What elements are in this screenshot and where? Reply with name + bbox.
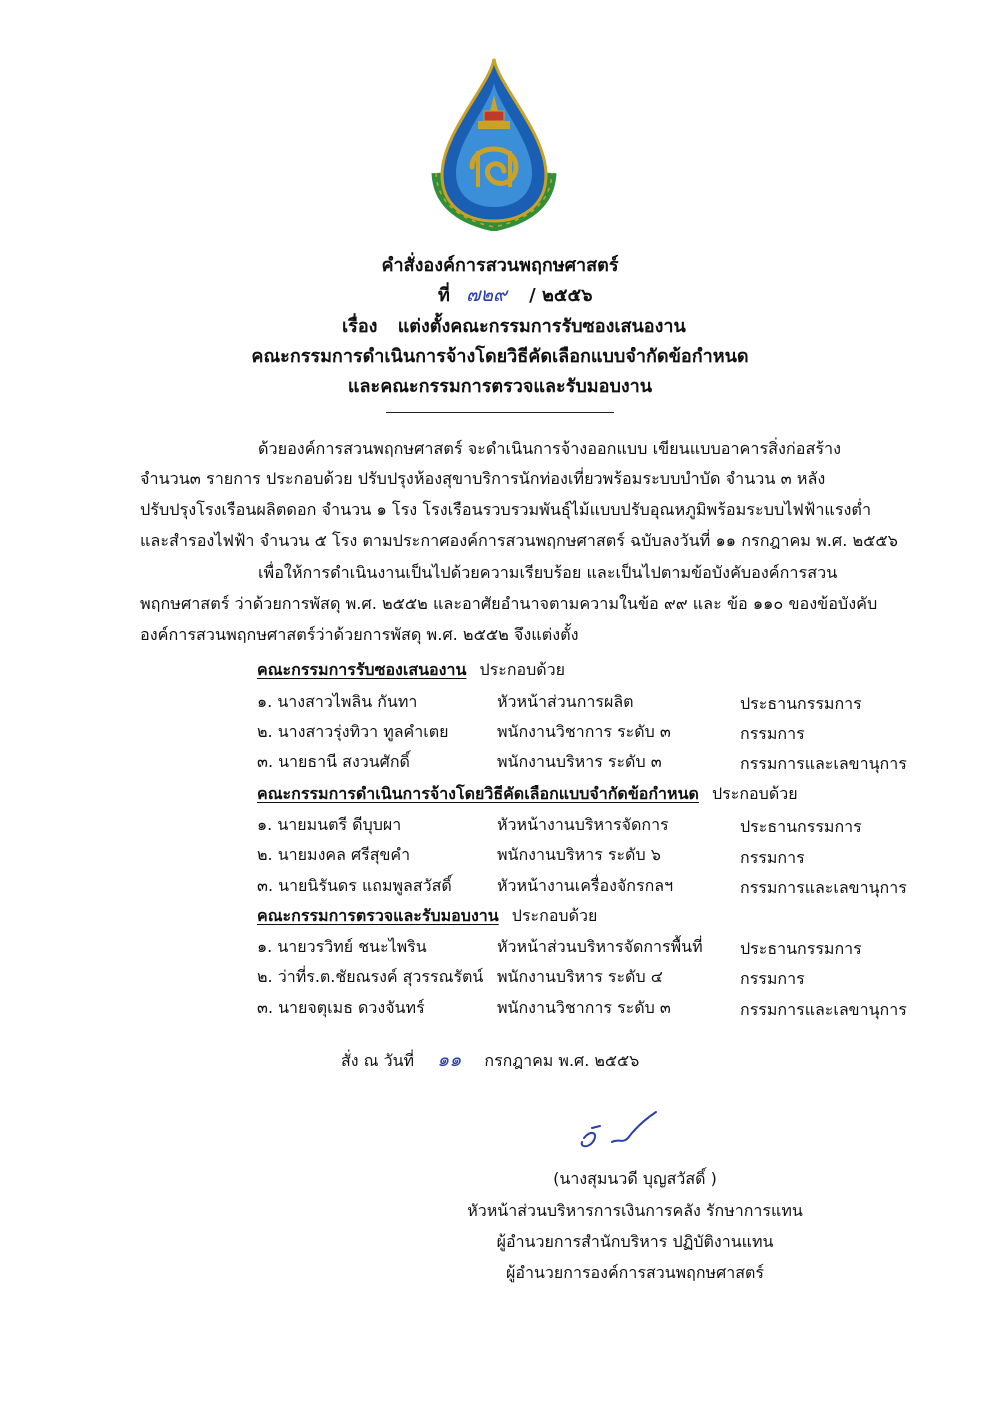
committee-suffix: ประกอบด้วย xyxy=(712,784,798,803)
order-date-day: ๑๑ xyxy=(437,1049,462,1071)
subject-line-2: คณะกรรมการดำเนินการจ้างโดยวิธีคัดเลือกแบบจำกัดข้อกำหนด xyxy=(251,346,749,367)
signer-title-2: ผู้อำนวยการสำนักบริหาร ปฏิบัติงานแทน xyxy=(496,1232,774,1251)
member-role: กรรมการและเลขานุการ xyxy=(740,754,907,773)
para2-line: องค์การสวนพฤกษศาสตร์ว่าด้วยการพัสดุ พ.ศ. ๒๕๕๒ จึงแต่งตั้ง xyxy=(140,625,579,644)
member-position: หัวหน้าส่วนบริหารจัดการพื้นที่ xyxy=(497,937,703,956)
member-role: กรรมการ xyxy=(740,724,805,743)
member-position: พนักงานวิชาการ ระดับ ๓ xyxy=(497,998,671,1017)
member-position: หัวหน้าส่วนการผลิต xyxy=(497,692,634,711)
committee-heading xyxy=(257,904,597,929)
signer-title-1: หัวหน้าส่วนบริหารการเงินการคลัง รักษาการแทน xyxy=(467,1201,803,1220)
order-number xyxy=(438,280,593,310)
member-role: ประธานกรรมการ xyxy=(740,817,862,836)
committee-title: คณะกรรมการดำเนินการจ้างโดยวิธีคัดเลือกแบบจำกัดข้อกำหนด xyxy=(257,784,699,803)
signature-mark xyxy=(572,1108,672,1158)
member-name: ๒. ว่าที่ร.ต.ชัยณรงค์ สุวรรณรัตน์ xyxy=(257,967,484,986)
order-date-prefix: สั่ง ณ วันที่ xyxy=(341,1051,415,1070)
member-name: ๑. นายมนตรี ดีบุบผา xyxy=(257,815,402,834)
subject-line-1 xyxy=(342,311,686,340)
member-role: ประธานกรรมการ xyxy=(740,694,862,713)
organization-emblem-icon xyxy=(428,55,560,231)
signer-title-3: ผู้อำนวยการองค์การสวนพฤกษศาสตร์ xyxy=(506,1263,764,1282)
member-role: ประธานกรรมการ xyxy=(740,939,862,958)
committee-heading xyxy=(257,782,798,807)
para1-line: ปรับปรุงโรงเรือนผลิตดอก จำนวน ๑ โรง โรงเรือนรวบรวมพันธุ์ไม้แบบปรับอุณหภูมิพร้อมระบบไฟฟ้าแรงต่ำ xyxy=(140,500,872,519)
para1-line: และสำรองไฟฟ้า จำนวน ๕ โรง ตามประกาศองค์การสวนพฤกษศาสตร์ ฉบับลงวันที่ ๑๑ กรกฎาคม พ.ศ. ๒๕๕๖ xyxy=(140,531,898,550)
order-number-prefix: ที่ xyxy=(438,285,450,306)
committee-title: คณะกรรมการรับซองเสนองาน xyxy=(257,660,467,679)
member-name: ๓. นายธานี สงวนศักดิ์ xyxy=(257,752,410,771)
order-number-year: / ๒๕๕๖ xyxy=(529,285,593,306)
order-number-handwritten: ๗๒๙ xyxy=(466,284,507,306)
subject-line-3: และคณะกรรมการตรวจและรับมอบงาน xyxy=(347,376,653,397)
order-date-rest: กรกฎาคม พ.ศ. ๒๕๕๖ xyxy=(484,1051,640,1070)
member-name: ๒. นางสาวรุ่งทิวา ทูลคำเตย xyxy=(257,722,449,741)
member-position: พนักงานบริหาร ระดับ ๖ xyxy=(497,845,661,864)
member-role: กรรมการ xyxy=(740,969,805,988)
member-position: พนักงานบริหาร ระดับ ๓ xyxy=(497,752,662,771)
para1-line: จำนวน๓ รายการ ประกอบด้วย ปรับปรุงห้องสุขาบริการนักท่องเที่ยวพร้อมระบบบำบัด จำนวน ๓ หลัง xyxy=(140,469,826,488)
committee-heading xyxy=(257,658,565,683)
member-role: กรรมการ xyxy=(740,848,805,867)
order-title: คำสั่งองค์การสวนพฤกษศาสตร์ xyxy=(381,255,619,276)
signer-name: (นางสุมนวดี บุญสวัสดิ์ ) xyxy=(553,1169,717,1188)
member-name: ๓. นายนิรันดร แถมพูลสวัสดิ์ xyxy=(257,876,452,895)
member-position: หัวหน้างานเครื่องจักรกลฯ xyxy=(497,876,674,895)
subject-text-1: แต่งตั้งคณะกรรมการรับซองเสนองาน xyxy=(397,316,686,337)
para1-line: ด้วยองค์การสวนพฤกษศาสตร์ จะดำเนินการจ้างออกแบบ เขียนแบบอาคารสิ่งก่อสร้าง xyxy=(258,439,842,458)
para2-line: พฤกษศาสตร์ ว่าด้วยการพัสดุ พ.ศ. ๒๕๕๒ และอาศัยอำนาจตามความในข้อ ๙๙ และ ข้อ ๑๑๐ ของข้อบังคับ xyxy=(140,594,878,613)
subject-label: เรื่อง xyxy=(342,316,378,337)
header-divider xyxy=(386,412,614,413)
member-position: พนักงานวิชาการ ระดับ ๓ xyxy=(497,722,671,741)
member-name: ๒. นายมงคล ศรีสุขคำ xyxy=(257,845,411,864)
committee-suffix: ประกอบด้วย xyxy=(479,660,566,679)
member-name: ๓. นายจตุเมธ ดวงจันทร์ xyxy=(257,998,425,1017)
committee-suffix: ประกอบด้วย xyxy=(511,906,598,925)
para2-line: เพื่อให้การดำเนินงานเป็นไปด้วยความเรียบร้อย และเป็นไปตามข้อบังคับองค์การสวน xyxy=(258,563,838,582)
committee-title: คณะกรรมการตรวจและรับมอบงาน xyxy=(257,906,499,925)
member-role: กรรมการและเลขานุการ xyxy=(740,1000,907,1019)
member-role: กรรมการและเลขานุการ xyxy=(740,878,907,897)
member-position: พนักงานบริหาร ระดับ ๔ xyxy=(497,967,663,986)
member-name: ๑. นางสาวไพลิน กันทา xyxy=(257,692,418,711)
order-date xyxy=(341,1045,639,1075)
member-position: หัวหน้างานบริหารจัดการ xyxy=(497,815,669,834)
member-name: ๑. นายวรวิทย์ ชนะไพริน xyxy=(257,937,427,956)
